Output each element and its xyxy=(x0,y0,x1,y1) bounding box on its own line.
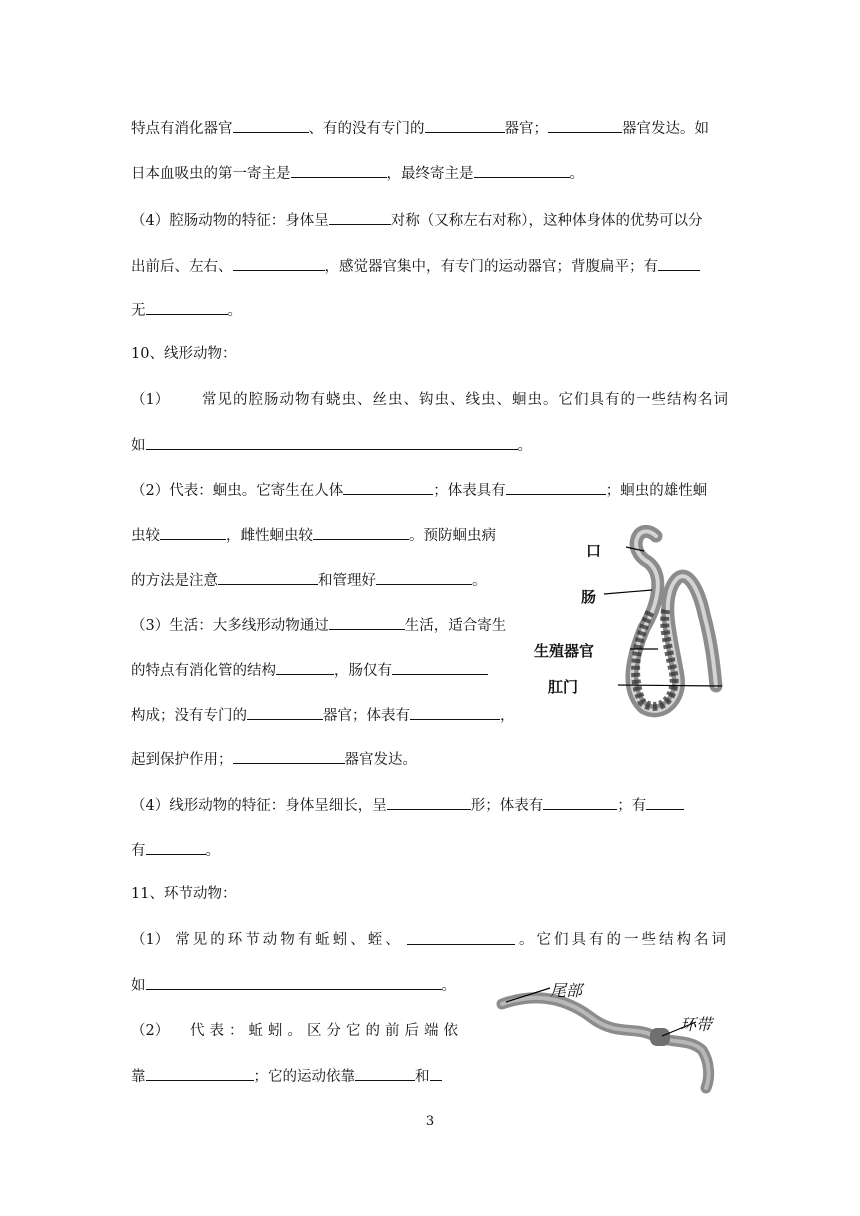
text-segment: 器官；体表有 xyxy=(323,708,410,724)
text-segment: （4）线形动物的特征：身体呈细长，呈 xyxy=(131,798,387,814)
text-segment: 常见的环节动物有蚯蚓、蛭、 xyxy=(175,932,403,948)
text-segment: 代表：蚯蚓。区分它的前后端依 xyxy=(190,1023,463,1039)
roundworm-figure xyxy=(526,516,732,720)
fill-blank[interactable] xyxy=(146,975,442,990)
fill-blank[interactable] xyxy=(160,525,226,540)
text-line xyxy=(131,390,729,410)
text-segment: 日本血吸虫的第一寄主是 xyxy=(131,166,291,182)
text-segment: ，感觉器官集中，有专门的运动器官；背腹扁平；有 xyxy=(324,259,658,275)
text-line xyxy=(131,1021,463,1041)
fill-blank[interactable] xyxy=(233,118,309,133)
text-segment: 的方法是注意 xyxy=(131,573,218,589)
fill-blank[interactable] xyxy=(146,1066,254,1081)
text-segment: ，肠仅有 xyxy=(334,663,392,679)
fill-blank[interactable] xyxy=(392,660,488,675)
text-segment: 起到保护作用； xyxy=(131,752,233,768)
text-segment: 。 xyxy=(517,438,532,454)
text-segment: 。 xyxy=(441,978,456,994)
fill-blank[interactable] xyxy=(474,163,570,178)
text-segment: 和 xyxy=(415,1069,430,1085)
fill-blank[interactable] xyxy=(387,795,471,810)
fill-blank[interactable] xyxy=(146,840,206,855)
text-segment: ；有 xyxy=(617,798,647,814)
text-segment: 无 xyxy=(131,303,146,319)
text-line xyxy=(131,1066,442,1087)
fill-blank[interactable] xyxy=(343,480,433,495)
fill-blank[interactable] xyxy=(291,163,387,178)
text-segment-group xyxy=(175,930,729,950)
text-segment: ；体表具有 xyxy=(433,483,506,499)
fill-blank[interactable] xyxy=(430,1066,442,1081)
fill-blank[interactable] xyxy=(548,118,622,133)
text-segment: 构成；没有专门的 xyxy=(131,708,247,724)
text-segment: 常见的腔肠动物有蛲虫、丝虫、钩虫、线虫、蛔虫。它们具有的一些结构名词 xyxy=(202,392,729,408)
clitellum-shape xyxy=(650,1028,670,1046)
text-segment: 形；体表有 xyxy=(470,798,544,814)
text-segment: 如 xyxy=(131,438,146,454)
page-number: 3 xyxy=(425,1114,435,1129)
text-segment: 出前后、左右、 xyxy=(131,259,233,275)
text-segment: 。 xyxy=(569,166,584,182)
text-segment: （4）腔肠动物的特征：身体呈 xyxy=(131,213,329,229)
text-line xyxy=(131,749,417,770)
text-segment: 。预防蛔虫病 xyxy=(409,528,496,544)
text-segment: 如 xyxy=(131,978,146,994)
fill-blank[interactable] xyxy=(313,525,409,540)
text-segment: （1） xyxy=(131,392,170,408)
text-segment: 对称（又称左右对称），这种体身体的优势可以分 xyxy=(390,213,703,229)
text-line xyxy=(131,480,707,501)
fill-blank[interactable] xyxy=(146,300,228,315)
fill-blank[interactable] xyxy=(506,480,606,495)
label-intestine: 肠 xyxy=(581,588,597,606)
earthworm-illustration xyxy=(496,978,724,1094)
fill-blank[interactable] xyxy=(376,570,472,585)
text-segment: 有 xyxy=(131,843,146,859)
text-segment: ；蛔虫的雄性蛔 xyxy=(605,483,708,499)
text-segment: （3）生活：大多线形动物通过 xyxy=(131,618,329,634)
text-line xyxy=(131,570,487,591)
text-segment: （2） xyxy=(131,1023,170,1039)
fill-blank[interactable] xyxy=(233,749,345,764)
fill-blank[interactable] xyxy=(355,1066,415,1081)
text-line xyxy=(131,118,709,139)
text-line xyxy=(131,163,584,184)
section-heading: 10、线形动物： xyxy=(131,346,237,362)
text-segment: 器官发达。 xyxy=(344,752,417,768)
text-segment: 靠 xyxy=(131,1069,146,1085)
section-heading: 11、环节动物： xyxy=(131,886,237,902)
text-segment: 器官发达。如 xyxy=(622,121,709,137)
text-line xyxy=(131,975,456,996)
text-line xyxy=(131,660,488,681)
text-segment: 。它们具有的一些结构名词 xyxy=(518,932,729,948)
fill-blank[interactable] xyxy=(247,705,323,720)
text-segment: 生活，适合寄生 xyxy=(404,618,507,634)
text-segment: ，最终寄主是 xyxy=(386,166,474,182)
text-line xyxy=(131,615,506,636)
text-line xyxy=(131,300,242,321)
text-segment: 、有的没有专门的 xyxy=(308,121,425,137)
text-segment: ；它的运动依靠 xyxy=(253,1069,355,1085)
text-segment: （2）代表：蛔虫。它寄生在人体 xyxy=(131,483,344,499)
fill-blank[interactable] xyxy=(543,795,617,810)
text-segment: 和管理好 xyxy=(318,573,376,589)
text-line xyxy=(131,930,729,950)
text-line xyxy=(131,256,700,277)
fill-blank[interactable] xyxy=(407,930,515,945)
fill-blank[interactable] xyxy=(658,256,700,271)
label-clitellum: 环带 xyxy=(680,1015,713,1034)
fill-blank[interactable] xyxy=(410,705,500,720)
text-segment: 。 xyxy=(205,843,220,859)
fill-blank[interactable] xyxy=(329,210,391,225)
label-mouth: 口 xyxy=(586,542,602,560)
fill-blank[interactable] xyxy=(276,660,334,675)
text-segment: 特点有消化器官 xyxy=(131,121,233,137)
label-reproductive-organ: 生殖器官 xyxy=(534,642,595,660)
text-segment: 的特点有消化管的结构 xyxy=(131,663,276,679)
text-segment: ， xyxy=(500,708,515,724)
text-segment: 。 xyxy=(472,573,487,589)
label-tail: 尾部 xyxy=(550,981,583,1000)
text-line xyxy=(131,705,515,726)
fill-blank[interactable] xyxy=(646,795,684,810)
text-segment: 器官； xyxy=(504,121,548,137)
fill-blank[interactable] xyxy=(146,435,518,450)
text-line xyxy=(131,435,532,456)
fill-blank[interactable] xyxy=(218,570,318,585)
text-line xyxy=(131,795,684,816)
text-line xyxy=(131,210,702,231)
text-segment: （1） xyxy=(131,932,170,948)
text-line xyxy=(131,840,220,861)
text-segment: 。 xyxy=(227,303,242,319)
text-line xyxy=(131,525,496,546)
fill-blank[interactable] xyxy=(233,256,325,271)
text-segment: ，雌性蛔虫较 xyxy=(226,528,313,544)
label-anus: 肛门 xyxy=(548,678,579,696)
fill-blank[interactable] xyxy=(425,118,505,133)
earthworm-figure xyxy=(496,978,724,1094)
text-segment: 虫较 xyxy=(131,528,160,544)
fill-blank[interactable] xyxy=(329,615,405,630)
